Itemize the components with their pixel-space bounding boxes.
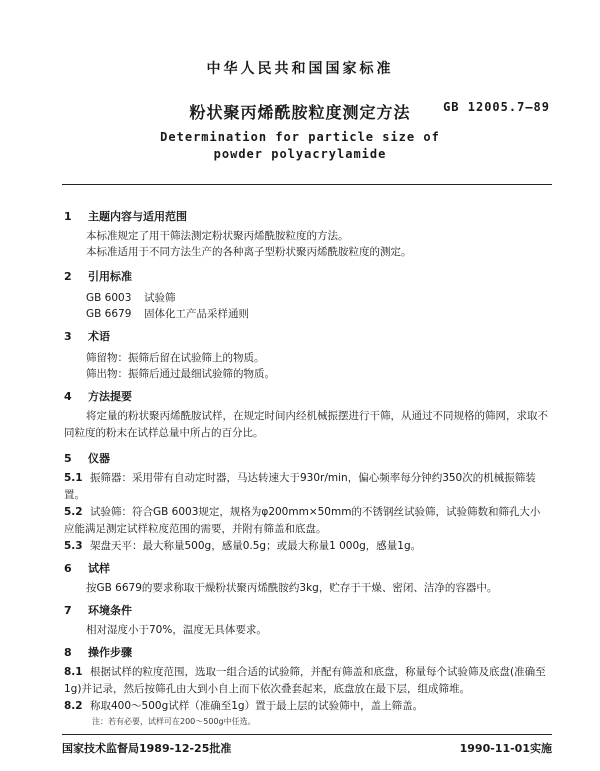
standard-number: GB 12005.7—89 (443, 100, 550, 114)
section-5-heading (64, 450, 110, 466)
section-6-text: 按GB 6679的要求称取干燥粉状聚丙烯酰胺约3kg，贮存于干燥、密闭、洁净的容器中。 (86, 582, 498, 594)
clause-text: 称取400～500g试样（准确至1g）置于最上层的试验筛中，盖上筛盖。 (90, 700, 424, 712)
section-number: 7 (64, 604, 72, 617)
section-number: 3 (64, 330, 72, 343)
clause-text: 架盘天平：最大称量500g，感量0.5g；或最大称量1 000g，感量1g。 (90, 540, 422, 552)
section-title: 仪器 (88, 452, 110, 465)
clause-5-2 (64, 504, 550, 538)
document-title: 粉状聚丙烯酰胺粒度测定方法 (189, 103, 411, 122)
header-divider (62, 184, 552, 185)
section-title: 引用标准 (88, 270, 132, 283)
reference-code: GB 6679 (86, 308, 132, 320)
section-number: 5 (64, 452, 72, 465)
section-8-note: 注：若有必要，试样可在200～500g中任选。 (92, 717, 256, 726)
section-number: 1 (64, 210, 72, 223)
section-6-heading (64, 560, 110, 576)
section-4-heading (64, 388, 132, 404)
clause-8-2 (64, 698, 550, 715)
section-1-line-1: 本标准规定了用干筛法测定粉状聚丙烯酰胺粒度的方法。 (86, 230, 349, 242)
clause-5-3 (64, 538, 550, 555)
section-7-text: 相对湿度小于70%，温度无具体要求。 (86, 624, 267, 636)
section-title: 试样 (88, 562, 110, 575)
clause-number: 8.2 (64, 700, 83, 712)
reference-code: GB 6003 (86, 292, 132, 304)
clause-5-1 (64, 470, 550, 504)
reference-name: 试验筛 (144, 292, 176, 304)
clause-number: 5.3 (64, 540, 83, 552)
term-definition: 筛出物：振筛后通过最细试验筛的物质。 (86, 368, 275, 380)
section-number: 8 (64, 646, 72, 659)
section-1-line-2: 本标准适用于不同方法生产的各种离子型粉状聚丙烯酰胺粒度的测定。 (86, 246, 412, 258)
section-3-heading (64, 328, 110, 344)
clause-number: 8.1 (64, 666, 83, 678)
section-number: 2 (64, 270, 72, 283)
section-title: 方法提要 (88, 390, 132, 403)
section-number: 6 (64, 562, 72, 575)
section-title: 环境条件 (88, 604, 132, 617)
clause-text: 试验筛：符合GB 6003规定，规格为φ200mm×50mm的不锈钢丝试验筛，试验筛数和筛孔大小应能满足测定试样粒度范围的需要，并附有筛盖和底盘。 (64, 506, 541, 535)
clause-8-1 (64, 664, 550, 698)
clause-text: 振筛器：采用带有自动定时器，马达转速大于930r/min，偏心频率每分钟约350次的机械振筛装置。 (64, 472, 536, 501)
approval-date: 国家技术监督局1989-12-25批准 (62, 742, 232, 755)
section-title: 主题内容与适用范围 (88, 210, 187, 223)
section-8-heading (64, 644, 132, 660)
national-standard-header: 中华人民共和国国家标准 (206, 61, 394, 77)
section-7-heading (64, 602, 132, 618)
section-number: 4 (64, 390, 72, 403)
section-title: 术语 (88, 330, 110, 343)
implementation-date: 1990-11-01实施 (459, 742, 552, 755)
clause-text: 根据试样的粒度范围，选取一组合适的试验筛，并配有筛盖和底盘，称量每个试验筛及底盘(准确至1g)并记录，然后按筛孔由大到小自上而下依次叠套起来，底盘放在最下层，组成筛堆。 (64, 666, 546, 695)
section-4-text: 将定量的粉状聚丙烯酰胺试样，在规定时间内经机械振摆进行干筛，从通过不同规格的筛网，求取不同粒度的粉末在试样总量中所占的百分比。 (64, 410, 548, 439)
clause-number: 5.2 (64, 506, 83, 518)
section-1-heading (64, 208, 187, 224)
reference-standard (86, 290, 176, 305)
footer-divider (62, 734, 552, 735)
section-2-heading (64, 268, 132, 284)
english-title-line-2: powder polyacrylamide (213, 147, 387, 161)
english-title-line-1: Determination for particle size of (160, 130, 440, 144)
clause-number: 5.1 (64, 472, 83, 484)
reference-standard (86, 306, 249, 321)
section-title: 操作步骤 (88, 646, 132, 659)
term-definition: 筛留物：振筛后留在试验筛上的物质。 (86, 352, 265, 364)
reference-name: 固体化工产品采样通则 (144, 308, 249, 320)
